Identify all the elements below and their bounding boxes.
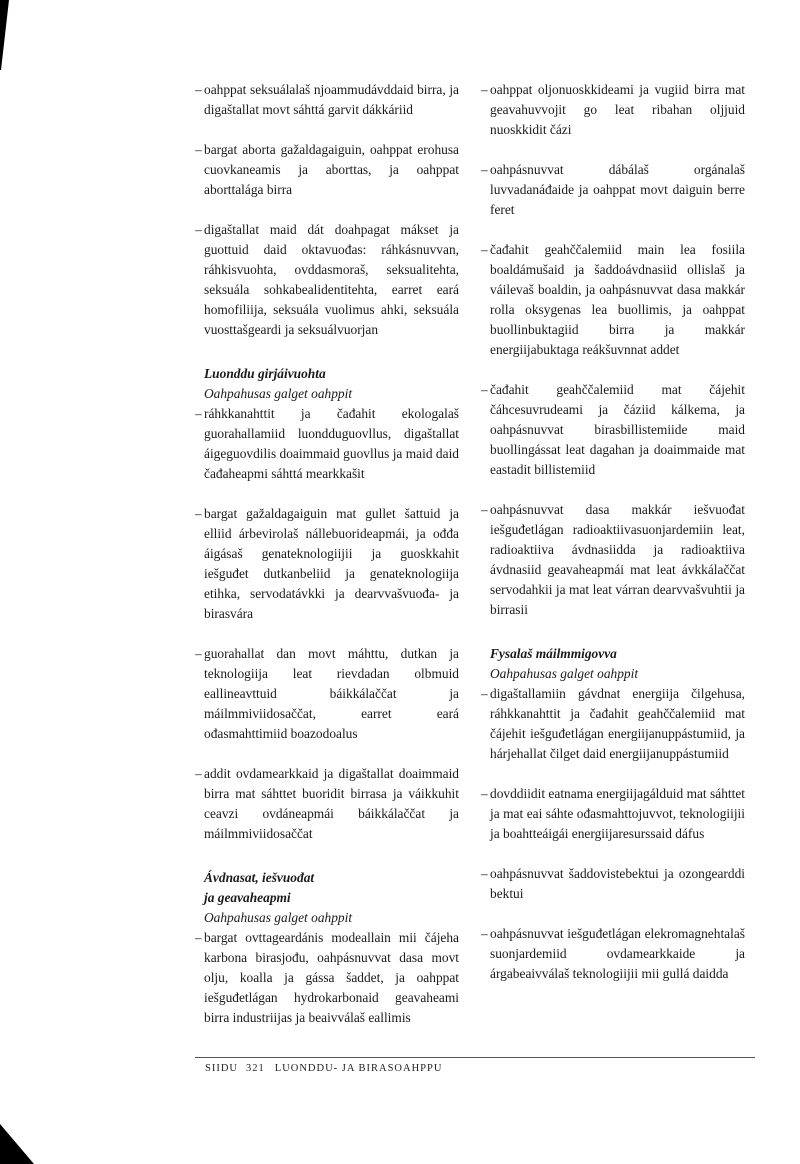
list-item-text: ráhkkanahttit ja čađahit ekologalaš guorahallamiid luondduguovllus, digaštallat áigeguovdilis doaimmaid guovllus ja maid daid čađaheapmi sáhttá mearkkašit xyxy=(204,406,459,481)
dash-bullet: – xyxy=(481,686,488,701)
list-item-text: oahpásnuvvat šaddovistebektui ja ozongearddi bektui xyxy=(490,866,745,901)
dash-bullet: – xyxy=(481,242,488,257)
list-item-text: dovddiidit eatnama energiijagálduid mat sáhttet ja mat eai sáhte ođasmahttojuvvot, teknologiijii ja boahtteáigái energiijaresurssaid dáfus xyxy=(490,786,745,841)
dash-bullet: – xyxy=(481,502,488,517)
list-item xyxy=(195,220,459,340)
list-item xyxy=(481,784,745,844)
section-heading: Fysalaš máilmmigovva xyxy=(490,646,617,661)
scan-edge-mark xyxy=(0,0,9,70)
footer-section-title: LUONDDU- JA BIRASOAHPPU xyxy=(274,1063,443,1074)
list-item-text: digaštallat maid dát doahpagat mákset ja guottuid daid oktavuođas: ráhkásnuvvan, ráhkisvuohta, ovddasmoraš, seksualitehta, seksuála sohkabealidentitehta, earret eará homofiliija, seksuála vuolimus ahki, seksuála vuosttašgeardi ja seksuálvuorjan xyxy=(204,222,459,337)
dash-bullet: – xyxy=(481,866,488,881)
list-item xyxy=(481,924,745,984)
list-item-text: oahpásnuvvat dasa makkár iešvuođat iešguđetlágan radioaktiivasuonjardemiin leat, radioaktiiva ávdnasiidda ja radioaktiiva ávdnasiid geavaheapmái mat leat ávkkálaččat servodahkii ja mat leat várran dearvvašvuhtii ja birrasii xyxy=(490,502,745,617)
footer-page-number: 321 xyxy=(246,1063,265,1074)
section-heading: Luonddu girjáivuohta xyxy=(204,366,326,381)
dash-bullet: – xyxy=(195,766,202,781)
list-item xyxy=(195,80,459,120)
dash-bullet: – xyxy=(195,82,202,97)
list-item-text: digaštallamiin gávdnat energiija čilgehusa, ráhkkanahttit ja čađahit geahččalemiid mat čájehit iešguđetlágan energiijanuppástumiid, ja hárjehallat čilget daid energiijanuppástumiid xyxy=(490,686,745,761)
dash-bullet: – xyxy=(195,406,202,421)
list-item-text: oahpásnuvvat dábálaš orgánalaš luvvadanáđaide ja oahppat movt daiguin berre feret xyxy=(490,162,745,217)
list-item-text: bargat aborta gažaldagaiguin, oahppat erohusa cuovkaneamis ja aborttas, ja oahppat aborttalága birra xyxy=(204,142,459,197)
list-item-text: addit ovdamearkkaid ja digaštallat doaimmaid birra mat sáhttet buoridit birrasa ja váikkuhit ceavzi ovdáneapmái báikkálaččat ja máilmmiviidosaččat xyxy=(204,766,459,841)
list-item-text: oahpásnuvvat iešguđetlágan elekromagnehtalaš suonjardemiid ovdamearkkaide ja árgabeaivválaš teknologiijii mii gullá daidda xyxy=(490,926,745,981)
list-item-text: oahppat oljonuoskkideami ja vugiid birra mat geavahuvvojit go leat ribahan oljjuid nuoskkidit čázi xyxy=(490,82,745,137)
list-item-text: bargat gažaldagaiguin mat gullet šattuid ja elliid árbevirolaš nállebuorideapmái, ja ođđa áigásaš genateknologiijii ja guoskkahit iešguđet dutkanbeliid ja genateknologiija etihka, servodatávkki ja dearvvašvuođa- ja birasvára xyxy=(204,506,459,621)
footer-divider xyxy=(195,1057,755,1058)
list-item-text: čađahit geahččalemiid main lea fosiila boaldámušaid ja šaddoávdnasiid ollislaš ja váilevaš boaldin, ja oahpásnuvvat dasa makkár rolla oksygenas lea buollimis, ja oahppat buollinbuktagiid birra ja makkár energiijabuktaga reákšuvnnat addet xyxy=(490,242,745,357)
dash-bullet: – xyxy=(481,162,488,177)
dash-bullet: – xyxy=(195,142,202,157)
list-item xyxy=(481,240,745,360)
section-heading: ja geavaheapmi xyxy=(204,890,291,905)
footer-page-label: SIIDU xyxy=(205,1063,238,1074)
dash-bullet: – xyxy=(481,926,488,941)
list-item-text: oahppat seksuálalaš njoammudávddaid birra, ja digaštallat movt sáhttá garvit dákkáriid xyxy=(204,82,459,117)
dash-bullet: – xyxy=(481,786,488,801)
list-item xyxy=(481,500,745,620)
page-footer xyxy=(205,1063,442,1074)
list-item-text: guorahallat dan movt máhttu, dutkan ja teknologiija leat rievdadan olbmuid eallineavttuid báikkálaččat ja máilmmiviidosaččat, earret eará ođasmahttimiid boazodoalus xyxy=(204,646,459,741)
section-heading: Ávdnasat, iešvuođat xyxy=(204,870,315,885)
list-item xyxy=(195,404,459,484)
dash-bullet: – xyxy=(195,222,202,237)
list-item xyxy=(481,864,745,904)
dash-bullet: – xyxy=(195,646,202,661)
dash-bullet: – xyxy=(195,506,202,521)
list-item xyxy=(195,140,459,200)
list-item xyxy=(481,160,745,220)
list-item-text: čađahit geahččalemiid mat čájehit čáhcesuvrudeami ja čáziid kálkema, ja oahpásnuvvat birasbillistemiide maid buollingássat leat dagahan ja doaimmaide mat eastadit billistemiid xyxy=(490,382,745,477)
section-subheading: Oahpahusas galget oahppit xyxy=(204,386,353,401)
list-item xyxy=(481,380,745,480)
left-text-column xyxy=(195,80,459,1048)
list-item xyxy=(195,644,459,744)
list-item xyxy=(481,80,745,140)
list-item xyxy=(195,764,459,844)
dash-bullet: – xyxy=(481,82,488,97)
section-subheading: Oahpahusas galget oahppit xyxy=(490,666,639,681)
section-subheading: Oahpahusas galget oahppit xyxy=(204,910,353,925)
list-item-text: bargat ovttageardánis modeallain mii čájeha karbona birasjođu, oahpásnuvvat dasa movt olju, koalla ja gássa šaddet, ja oahppat iešguđetlágan hydrokarbonaid geavaheami birra industriijas ja beaivválaš eallimis xyxy=(204,930,459,1025)
list-item xyxy=(195,928,459,1028)
dash-bullet: – xyxy=(195,930,202,945)
right-text-column xyxy=(481,80,745,1004)
list-item xyxy=(481,684,745,764)
list-item xyxy=(195,504,459,624)
scan-corner-mark xyxy=(0,1124,34,1164)
dash-bullet: – xyxy=(481,382,488,397)
